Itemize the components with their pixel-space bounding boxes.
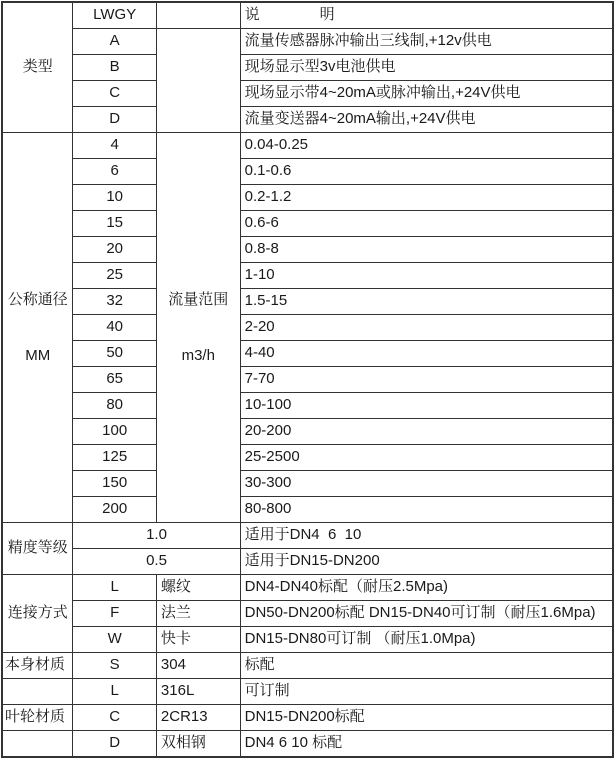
table-row bbox=[2, 445, 613, 471]
connection-name-cell: 快卡 bbox=[156, 627, 240, 653]
table-row bbox=[2, 159, 613, 185]
accuracy-value-cell: 0.5 bbox=[73, 549, 240, 575]
flow-range-value-cell: 20-200 bbox=[240, 419, 613, 445]
table-row bbox=[2, 393, 613, 419]
type-desc-cell: 流量传感器脉冲输出三线制,+12v供电 bbox=[240, 29, 613, 55]
table-row bbox=[2, 315, 613, 341]
connection-code-cell: L bbox=[73, 575, 157, 601]
diameter-size-cell: 50 bbox=[73, 341, 157, 367]
flow-range-value-cell: 0.2-1.2 bbox=[240, 185, 613, 211]
table-row bbox=[2, 29, 613, 55]
diameter-size-cell: 15 bbox=[73, 211, 157, 237]
accuracy-group-label: 精度等级 bbox=[2, 523, 73, 575]
connection-code-cell: W bbox=[73, 627, 157, 653]
table-row bbox=[2, 731, 613, 758]
body-material-desc-cell: 标配 bbox=[240, 653, 613, 679]
flow-range-value-cell: 30-300 bbox=[240, 471, 613, 497]
table-row bbox=[2, 2, 613, 29]
flow-range-value-cell: 2-20 bbox=[240, 315, 613, 341]
diameter-size-cell: 200 bbox=[73, 497, 157, 523]
diameter-size-cell: 10 bbox=[73, 185, 157, 211]
table-row bbox=[2, 55, 613, 81]
type-middle-empty-cell bbox=[156, 29, 240, 133]
header-middle-empty-cell bbox=[156, 2, 240, 29]
table-row bbox=[2, 653, 613, 679]
diameter-size-cell: 125 bbox=[73, 445, 157, 471]
diameter-label-line1: 公称通径 bbox=[7, 290, 68, 308]
table-row bbox=[2, 627, 613, 653]
accuracy-desc-cell: 适用于DN4 6 10 bbox=[240, 523, 613, 549]
type-code-cell: B bbox=[73, 55, 157, 81]
flow-range-value-cell: 0.1-0.6 bbox=[240, 159, 613, 185]
body-material-code-cell: L bbox=[73, 679, 157, 705]
diameter-size-cell: 32 bbox=[73, 289, 157, 315]
type-code-cell: C bbox=[73, 81, 157, 107]
table-row bbox=[2, 133, 613, 159]
flow-range-value-cell: 4-40 bbox=[240, 341, 613, 367]
accuracy-value-cell: 1.0 bbox=[73, 523, 240, 549]
table-row bbox=[2, 107, 613, 133]
flow-range-value-cell: 0.8-8 bbox=[240, 237, 613, 263]
type-group-label: 类型 bbox=[2, 2, 73, 133]
flow-range-value-cell: 1-10 bbox=[240, 263, 613, 289]
table-row bbox=[2, 211, 613, 237]
connection-desc-cell: DN4-DN40标配（耐压2.5Mpa) bbox=[240, 575, 613, 601]
body-material-desc-cell: 可订制 bbox=[240, 679, 613, 705]
accuracy-desc-cell: 适用于DN15-DN200 bbox=[240, 549, 613, 575]
table-row bbox=[2, 81, 613, 107]
table-row bbox=[2, 549, 613, 575]
flow-range-value-cell: 80-800 bbox=[240, 497, 613, 523]
impeller-material-code-cell: C bbox=[73, 705, 157, 731]
flow-range-value-cell: 25-2500 bbox=[240, 445, 613, 471]
table-row bbox=[2, 289, 613, 315]
impeller-material-name-cell: 2CR13 bbox=[156, 705, 240, 731]
table-row bbox=[2, 601, 613, 627]
table-row bbox=[2, 705, 613, 731]
type-desc-cell: 现场显示型3v电池供电 bbox=[240, 55, 613, 81]
diameter-size-cell: 25 bbox=[73, 263, 157, 289]
diameter-label-line2: MM bbox=[25, 347, 51, 365]
impeller-material-desc-cell: DN4 6 10 标配 bbox=[240, 731, 613, 758]
impeller-material-empty-label-cell bbox=[2, 731, 73, 758]
impeller-material-code-cell: D bbox=[73, 731, 157, 758]
table-row bbox=[2, 497, 613, 523]
model-code-cell: LWGY bbox=[73, 2, 157, 29]
diameter-size-cell: 100 bbox=[73, 419, 157, 445]
type-code-cell: D bbox=[73, 107, 157, 133]
connection-name-cell: 螺纹 bbox=[156, 575, 240, 601]
diameter-size-cell: 65 bbox=[73, 367, 157, 393]
table-row bbox=[2, 471, 613, 497]
diameter-size-cell: 80 bbox=[73, 393, 157, 419]
flow-range-value-cell: 0.6-6 bbox=[240, 211, 613, 237]
flow-range-value-cell: 1.5-15 bbox=[240, 289, 613, 315]
body-material-name-cell: 316L bbox=[156, 679, 240, 705]
diameter-group-label bbox=[2, 133, 73, 523]
table-row bbox=[2, 263, 613, 289]
flow-range-value-cell: 7-70 bbox=[240, 367, 613, 393]
table-row bbox=[2, 575, 613, 601]
connection-name-cell: 法兰 bbox=[156, 601, 240, 627]
flow-range-label-line2: m3/h bbox=[181, 347, 215, 365]
flow-range-value-cell: 10-100 bbox=[240, 393, 613, 419]
flowmeter-spec-table bbox=[1, 1, 614, 758]
flow-range-label-line1: 流量范围 bbox=[168, 290, 229, 308]
table-row bbox=[2, 237, 613, 263]
diameter-size-cell: 4 bbox=[73, 133, 157, 159]
body-material-group-label: 本身材质 bbox=[2, 653, 73, 679]
body-material-code-cell: S bbox=[73, 653, 157, 679]
table-row bbox=[2, 341, 613, 367]
diameter-size-cell: 6 bbox=[73, 159, 157, 185]
table-row bbox=[2, 419, 613, 445]
description-header-cell: 说 明 bbox=[240, 2, 613, 29]
table-row bbox=[2, 185, 613, 211]
diameter-size-cell: 20 bbox=[73, 237, 157, 263]
body-material-empty-label-cell bbox=[2, 679, 73, 705]
connection-group-label: 连接方式 bbox=[2, 575, 73, 653]
flow-range-value-cell: 0.04-0.25 bbox=[240, 133, 613, 159]
connection-desc-cell: DN15-DN80可订制 （耐压1.0Mpa) bbox=[240, 627, 613, 653]
table-row bbox=[2, 367, 613, 393]
type-code-cell: A bbox=[73, 29, 157, 55]
connection-code-cell: F bbox=[73, 601, 157, 627]
body-material-name-cell: 304 bbox=[156, 653, 240, 679]
impeller-material-group-label: 叶轮材质 bbox=[2, 705, 73, 731]
diameter-size-cell: 40 bbox=[73, 315, 157, 341]
table-row bbox=[2, 679, 613, 705]
diameter-size-cell: 150 bbox=[73, 471, 157, 497]
type-desc-cell: 流量变送器4~20mA输出,+24V供电 bbox=[240, 107, 613, 133]
table-row bbox=[2, 523, 613, 549]
connection-desc-cell: DN50-DN200标配 DN15-DN40可订制（耐压1.6Mpa) bbox=[240, 601, 613, 627]
impeller-material-name-cell: 双相钢 bbox=[156, 731, 240, 758]
type-desc-cell: 现场显示带4~20mA或脉冲输出,+24V供电 bbox=[240, 81, 613, 107]
flow-range-group-label bbox=[156, 133, 240, 523]
impeller-material-desc-cell: DN15-DN200标配 bbox=[240, 705, 613, 731]
